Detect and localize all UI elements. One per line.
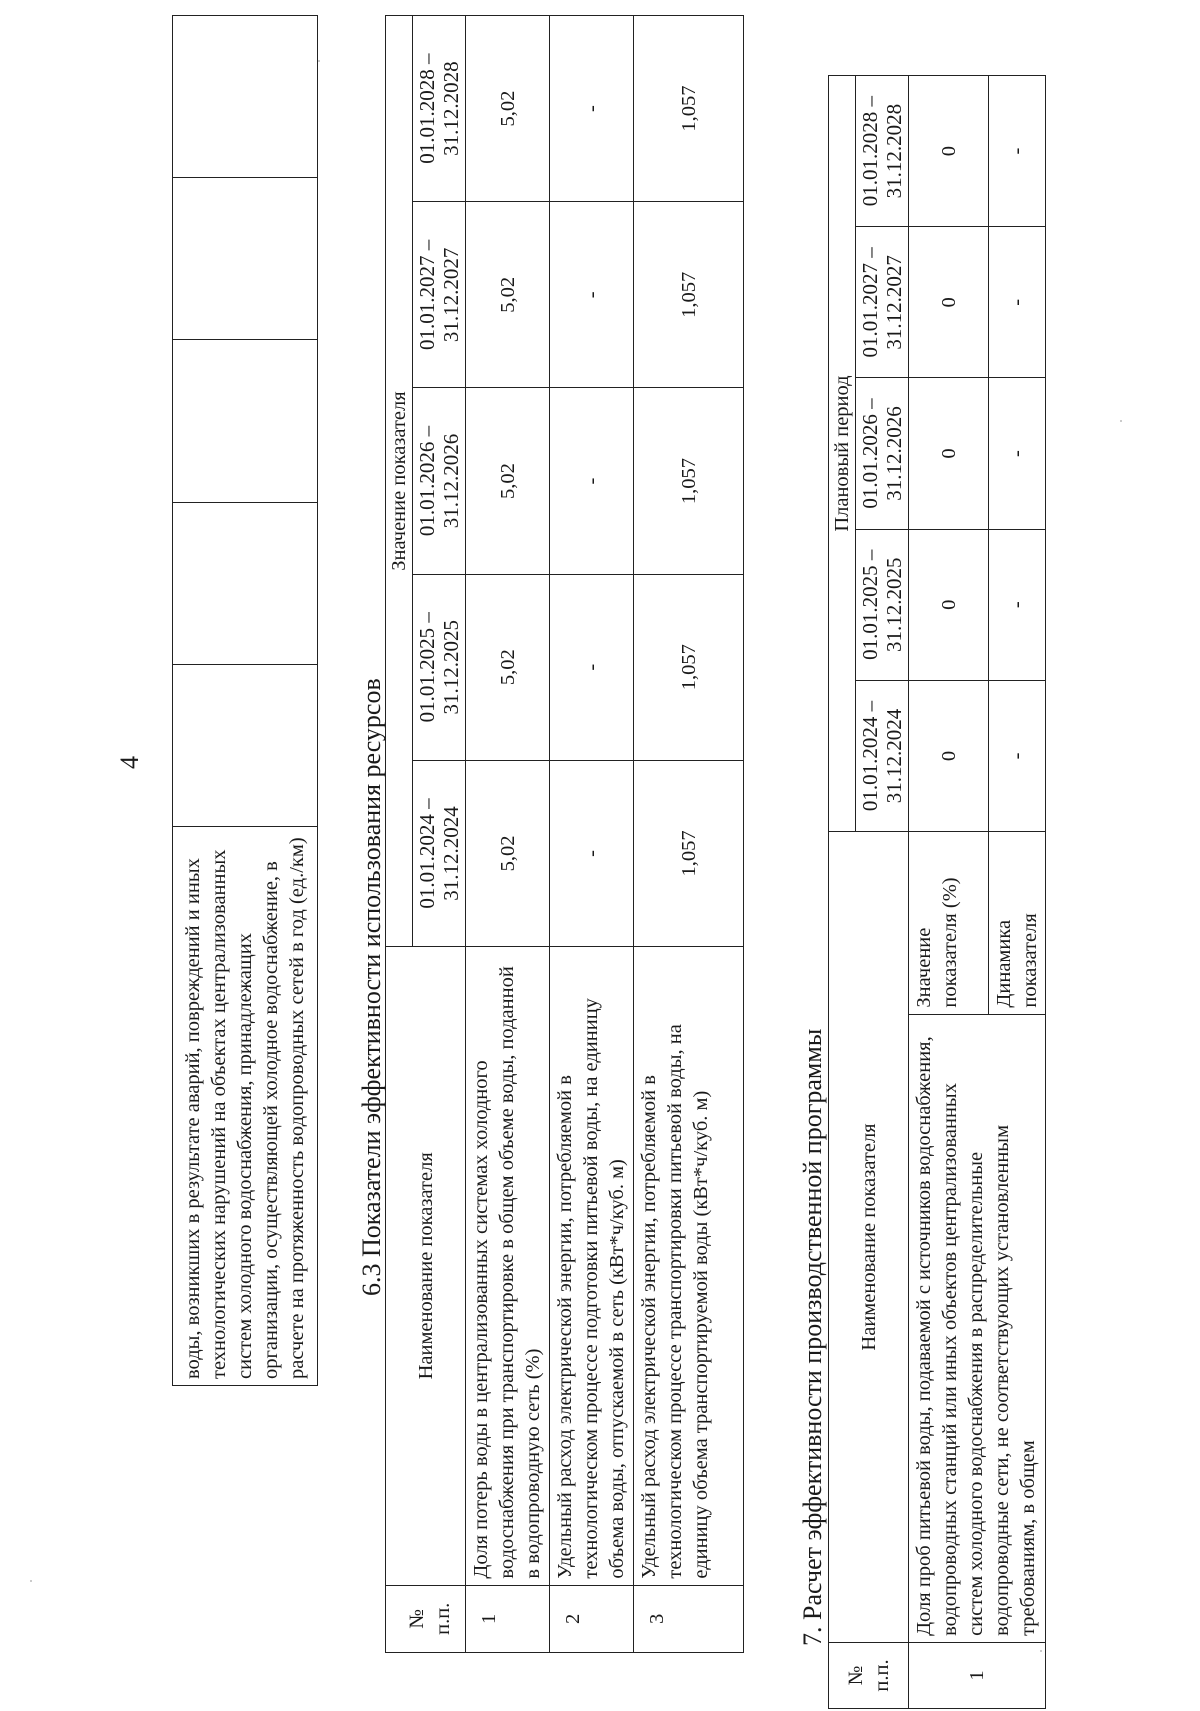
program-efficiency-table [828, 75, 1046, 1709]
table-header-row [829, 76, 856, 1709]
header-num: № п.п. [386, 1585, 466, 1652]
value-cell: - [550, 574, 634, 760]
value-cell [173, 664, 318, 826]
value-cell: 0 [909, 76, 989, 227]
row-num: 3 [634, 1585, 744, 1652]
value-cell [173, 502, 318, 664]
header-period: 01.01.2028 – 31.12.2028 [413, 16, 466, 202]
value-cell: 0 [909, 680, 989, 831]
value-cell: 5,02 [466, 16, 550, 202]
value-cell: 1,057 [634, 574, 744, 760]
header-period: 01.01.2024 – 31.12.2024 [856, 680, 909, 831]
page-number: 4 [115, 756, 144, 769]
table-row [634, 16, 744, 1653]
table-row [909, 76, 989, 1709]
header-period: 01.01.2025 – 31.12.2025 [856, 529, 909, 680]
value-cell: 1,057 [634, 202, 744, 388]
value-cell: 1,057 [634, 16, 744, 202]
value-cell: 5,02 [466, 760, 550, 946]
value-cell: 0 [909, 378, 989, 529]
value-cell: - [989, 378, 1046, 529]
section-heading-7: 7. Расчет эффективности производственной программы [798, 1028, 827, 1646]
header-period: 01.01.2024 – 31.12.2024 [413, 760, 466, 946]
value-cell: - [550, 202, 634, 388]
value-cell: - [989, 529, 1046, 680]
value-cell: - [550, 388, 634, 574]
value-cell [173, 340, 318, 502]
resource-efficiency-table [385, 15, 744, 1653]
header-period: 01.01.2026 – 31.12.2026 [413, 388, 466, 574]
table-row [466, 16, 550, 1653]
value-cell: 1,057 [634, 760, 744, 946]
header-period: 01.01.2028 – 31.12.2028 [856, 76, 909, 227]
header-name: Наименование показателя [386, 947, 466, 1586]
indicator-name: Доля проб питьевой воды, подаваемой с источников водоснабжения, водопроводных станций или иных объектов централизованных систем холодного водоснабжения в распределительные водопроводные сети, не соответствующих установленным требованиям, в общем [909, 1014, 1046, 1642]
header-value-group: Значение показателя [386, 16, 413, 947]
continued-indicator-table [172, 15, 318, 1386]
section-heading-6-3: 6.3 Показатели эффективности использования ресурсов [357, 678, 386, 1296]
table-header-row [386, 16, 413, 1653]
indicator-name-cell: воды, возникших в результате аварий, повреждений и иных технологических нарушений на объектах централизованных систем холодного водоснабжения, принадлежащих организации, осуществляющей холодное водоснабжение, в расчете на протяженность водопроводных сетей в год (ед./км) [173, 827, 318, 1386]
value-cell: 0 [909, 529, 989, 680]
value-cell [173, 16, 318, 178]
indicator-name: Доля потерь воды в централизованных системах холодного водоснабжения при транспортировке в общем объеме воды, поданной в водопроводную сеть (%) [466, 947, 550, 1586]
header-period: 01.01.2027 – 31.12.2027 [856, 227, 909, 378]
value-cell: - [550, 760, 634, 946]
header-num: № п.п. [829, 1642, 909, 1708]
table-row [550, 16, 634, 1653]
value-cell: - [989, 227, 1046, 378]
value-cell: 5,02 [466, 388, 550, 574]
header-period: 01.01.2026 – 31.12.2026 [856, 378, 909, 529]
indicator-name: Удельный расход электрической энергии, потребляемой в технологическом процессе транспортировки питьевой воды, на единицу объема транспортируемой воды (кВт*ч/куб. м) [634, 947, 744, 1586]
value-cell [173, 178, 318, 340]
row-num: 1 [909, 1642, 1046, 1708]
row-num: 1 [466, 1585, 550, 1652]
value-cell: - [989, 76, 1046, 227]
indicator-name: Удельный расход электрической энергии, потребляемой в технологическом процессе подготовки питьевой воды, на единицу объема воды, отпускаемой в сеть (кВт*ч/куб. м) [550, 947, 634, 1586]
subindicator-label: Динамика показателя [989, 832, 1046, 1015]
value-cell: 5,02 [466, 202, 550, 388]
header-value-group: Плановый период [829, 76, 856, 832]
header-period: 01.01.2027 – 31.12.2027 [413, 202, 466, 388]
subindicator-label: Значение показателя (%) [909, 832, 989, 1015]
value-cell: - [550, 16, 634, 202]
value-cell: 0 [909, 227, 989, 378]
value-cell: 5,02 [466, 574, 550, 760]
value-cell: - [989, 680, 1046, 831]
row-num: 2 [550, 1585, 634, 1652]
header-name: Наименование показателя [829, 832, 909, 1643]
header-period: 01.01.2025 – 31.12.2025 [413, 574, 466, 760]
value-cell: 1,057 [634, 388, 744, 574]
table-row [173, 16, 318, 1386]
